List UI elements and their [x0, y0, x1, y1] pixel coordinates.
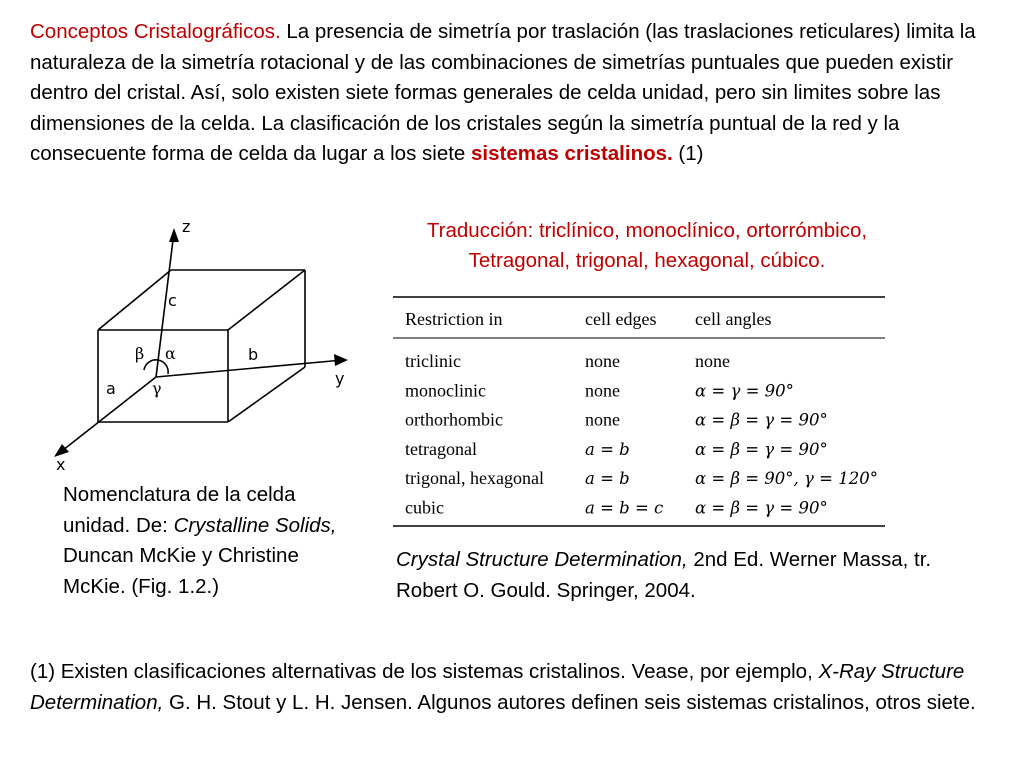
cell-caption-suffix: Duncan McKie y Christine McKie. (Fig. 1.2.) [63, 544, 299, 598]
translation-line-1: Traducción: triclínico, monoclínico, ortorrómbico, [426, 219, 868, 242]
intro-body: La presencia de simetría por traslación (las traslaciones reticulares) limita la naturaleza de la simetría rotacional y de las combinaciones de simetrías puntuales que pueden existir dentro del cristal. Así, solo existen siete formas generales de celda unidad, pero sin limites sobre las dimensiones de la celda. La clasificación de los cristales según la simetría puntual de la red y la consecuente forma de celda da lugar a los siete [30, 20, 976, 165]
cell-edge [98, 270, 171, 330]
table-cell-angles: none [695, 351, 730, 371]
table-cell-system: tetragonal [405, 438, 477, 459]
book-caption [396, 545, 956, 606]
cell-caption-book: Crystalline Solids, [173, 513, 337, 537]
edge-label-b: b [248, 345, 259, 364]
table-cell-system: cubic [405, 497, 444, 518]
angle-label-gamma: γ [152, 379, 162, 398]
book-caption-title: Crystal Structure Determination, [396, 548, 688, 571]
axis-label-y: y [335, 369, 345, 388]
table-cell-edges: none [585, 409, 620, 430]
table-cell-system: monoclinic [405, 380, 486, 401]
cell-caption-prefix: Nomenclatura de la celda unidad. De: [63, 483, 296, 537]
cell-caption [63, 480, 363, 602]
table-cell-edges: a = b [585, 469, 630, 489]
y-arrowhead [334, 354, 348, 366]
book-caption-rest: 2nd Ed. Werner Massa, tr. Robert O. Gould. Springer, 2004. [396, 548, 932, 602]
footnote-suffix: G. H. Stout y L. H. Jensen. Algunos autores definen seis sistemas cristalinos, otros siete. [163, 690, 976, 714]
footnote-prefix: (1) Existen clasificaciones alternativas de los sistemas cristalinos. Vease, por ejemplo, [30, 660, 819, 683]
edge-label-a: a [106, 379, 116, 398]
table-cell-system: orthorhombic [405, 409, 503, 430]
table-header-cell: cell edges [585, 309, 657, 329]
axis-label-x: x [56, 455, 66, 474]
table-cell-edges: a = b = c [585, 498, 664, 518]
intro-ref: (1) [672, 142, 704, 165]
intro-highlight: sistemas cristalinos. [471, 142, 673, 165]
table-cell-angles: α = β = γ = 90° [695, 410, 828, 430]
intro-title: Conceptos Cristalográficos. [30, 20, 281, 43]
cell-edge [228, 367, 305, 422]
unit-cell-diagram [38, 212, 368, 477]
table-cell-system: trigonal, hexagonal [405, 468, 544, 489]
table-header-cell: cell angles [695, 309, 772, 329]
translation-line-2: Tetragonal, trigonal, hexagonal, cúbico. [468, 249, 826, 272]
edge-label-c: c [168, 291, 177, 310]
restriction-table [393, 296, 885, 528]
z-arrowhead [169, 228, 179, 242]
axis-label-z: z [182, 217, 191, 236]
table-header-cell: Restriction in [405, 309, 503, 329]
table-cell-edges: none [585, 380, 620, 401]
angle-label-beta: β [135, 344, 145, 363]
intro-paragraph [30, 17, 1005, 170]
angle-label-alpha: α [165, 344, 176, 363]
table-cell-system: triclinic [405, 351, 461, 371]
table-cell-angles: α = β = γ = 90° [695, 498, 828, 518]
translation-block [360, 216, 934, 276]
table-cell-angles: α = γ = 90° [695, 381, 794, 401]
table-cell-angles: α = β = 90°, γ = 120° [695, 469, 878, 489]
footnote-book: X-Ray Structure Determination, [30, 660, 965, 714]
table-cell-angles: α = β = γ = 90° [695, 439, 828, 459]
table-cell-edges: none [585, 351, 620, 371]
table-cell-edges: a = b [585, 439, 630, 459]
footnote [30, 657, 1005, 718]
cell-edge [228, 270, 305, 330]
